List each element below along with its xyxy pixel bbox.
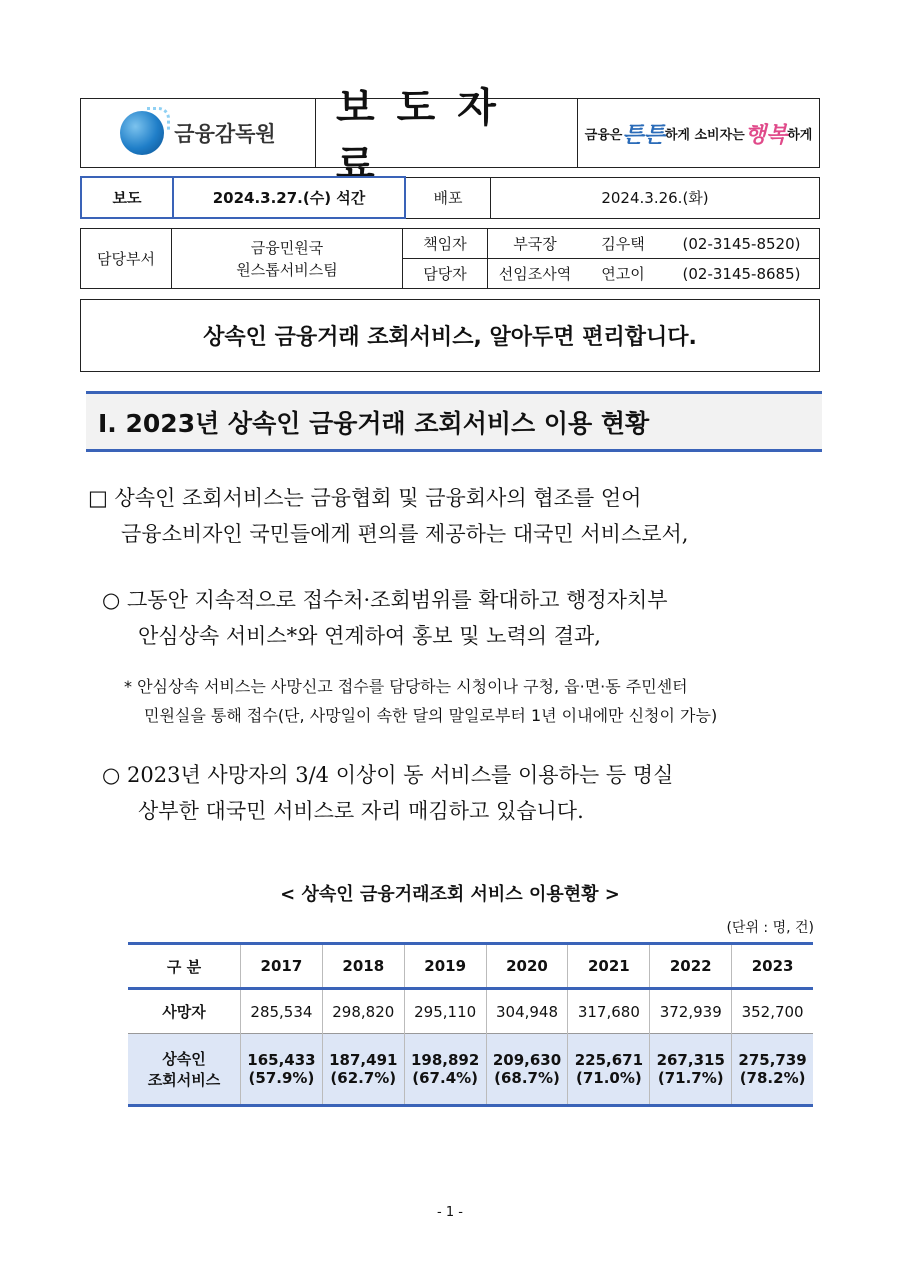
table-cell xyxy=(404,1034,486,1106)
row-label xyxy=(128,1034,241,1106)
slogan-part2: 하게 소비자는 xyxy=(664,127,745,143)
contact-name: 김우택 xyxy=(582,229,664,259)
table-cell xyxy=(241,1034,323,1106)
table-cell xyxy=(322,1034,404,1106)
header-label: 구 분 xyxy=(166,957,202,976)
table-cell: 298,820 xyxy=(322,989,404,1034)
dept-line2: 원스톱서비스팀 xyxy=(236,260,338,279)
count: 209,630 xyxy=(492,1051,562,1069)
table-cell: 295,110 xyxy=(404,989,486,1034)
count: 275,739 xyxy=(738,1051,807,1069)
count: 187,491 xyxy=(329,1051,398,1069)
dept-label: 담당부서 xyxy=(81,229,172,289)
table-row-inquiry-service xyxy=(128,1034,813,1106)
paragraph-2-line2: 안심상속 서비스*와 연계하여 홍보 및 노력의 결과, xyxy=(138,624,601,648)
slogan xyxy=(578,99,819,167)
logo-text: 금융감독원 xyxy=(174,122,276,146)
percent: (68.7%) xyxy=(494,1069,560,1087)
count: 267,315 xyxy=(656,1051,725,1069)
distribution-date: 2024.3.26.(화) xyxy=(491,177,820,218)
slogan-highlight2: 행복 xyxy=(744,121,788,148)
percent: (62.7%) xyxy=(330,1069,397,1087)
dept-line1: 금융민원국 xyxy=(250,238,324,257)
fss-logo xyxy=(81,99,316,167)
fss-emblem-icon xyxy=(120,111,164,155)
year-header: 2023 xyxy=(732,944,813,989)
contact-phone: (02-3145-8520) xyxy=(664,229,820,259)
usage-table xyxy=(128,942,813,1107)
table-cell xyxy=(568,1034,650,1106)
table-header-row xyxy=(128,944,813,989)
footnote-line1: * 안심상속 서비스는 사망신고 접수를 담당하는 시청이나 구청, 읍·면·동 주민센터 xyxy=(124,677,688,696)
contact-role: 책임자 xyxy=(403,229,488,259)
paragraph-1-line1: □ 상속인 조회서비스는 금융협회 및 금융회사의 협조를 얻어 xyxy=(88,486,642,510)
table-unit: (단위 : 명, 건) xyxy=(726,920,814,936)
table-caption: < 상속인 금융거래조회 서비스 이용현황 > xyxy=(280,884,620,905)
row-label-line2: 조회서비스 xyxy=(147,1071,221,1089)
table-cell xyxy=(650,1034,732,1106)
count: 225,671 xyxy=(574,1051,644,1069)
year-header: 2018 xyxy=(322,944,404,989)
table-cell: 304,948 xyxy=(486,989,568,1034)
table-cell: 317,680 xyxy=(568,989,650,1034)
row-label: 사망자 xyxy=(162,1003,206,1021)
percent: (71.7%) xyxy=(657,1069,724,1087)
year-header: 2021 xyxy=(568,944,650,989)
footnote-line2: 민원실을 통해 접수(단, 사망일이 속한 달의 말일로부터 1년 이내에만 신청이 가능) xyxy=(144,706,718,725)
year-header: 2020 xyxy=(486,944,568,989)
release-table xyxy=(80,176,820,219)
contact-role: 담당자 xyxy=(403,259,488,289)
count: 198,892 xyxy=(410,1051,480,1069)
section-title: Ⅰ. 2023년 상속인 금융거래 조회서비스 이용 현황 xyxy=(86,391,822,452)
distribution-label: 배포 xyxy=(405,177,491,218)
paragraph-2 xyxy=(102,582,822,654)
year-header: 2017 xyxy=(241,944,323,989)
percent: (67.4%) xyxy=(412,1069,479,1087)
year-header: 2019 xyxy=(404,944,486,989)
paragraph-3-line1: ○ 2023년 사망자의 3/4 이상이 동 서비스를 이용하는 등 명실 xyxy=(102,763,674,787)
contact-title: 부국장 xyxy=(488,229,583,259)
table-cell xyxy=(732,1034,813,1106)
paragraph-1 xyxy=(88,480,828,552)
slogan-part1: 금융은 xyxy=(584,127,623,143)
slogan-part3: 하게 xyxy=(787,127,813,143)
contact-table xyxy=(80,228,820,289)
table-cell: 285,534 xyxy=(241,989,323,1034)
dept-name xyxy=(172,229,403,289)
table-cell: 352,700 xyxy=(732,989,813,1034)
paragraph-3-line2: 상부한 대국민 서비스로 자리 매김하고 있습니다. xyxy=(138,799,584,823)
percent: (57.9%) xyxy=(248,1069,315,1087)
percent: (71.0%) xyxy=(575,1069,642,1087)
headline: 상속인 금융거래 조회서비스, 알아두면 편리합니다. xyxy=(80,299,820,372)
paragraph-2-line1: ○ 그동안 지속적으로 접수처·조회범위를 확대하고 행정자치부 xyxy=(102,588,668,612)
paragraph-1-line2: 금융소비자인 국민들에게 편의를 제공하는 대국민 서비스로서, xyxy=(121,522,689,546)
release-date: 2024.3.27.(수) 석간 xyxy=(173,177,405,218)
release-label: 보도 xyxy=(81,177,173,218)
contact-name: 연고이 xyxy=(582,259,664,289)
footnote xyxy=(124,672,820,730)
percent: (78.2%) xyxy=(739,1069,806,1087)
contact-title: 선임조사역 xyxy=(488,259,583,289)
table-row-deaths xyxy=(128,989,813,1034)
page-number: - 1 - xyxy=(437,1205,463,1220)
row-label-line1: 상속인 xyxy=(162,1050,206,1068)
year-header: 2022 xyxy=(650,944,732,989)
count: 165,433 xyxy=(247,1051,316,1069)
doc-title: 보도자료 xyxy=(316,99,578,167)
contact-phone: (02-3145-8685) xyxy=(664,259,820,289)
slogan-highlight1: 튼튼 xyxy=(622,121,665,148)
paragraph-3 xyxy=(102,757,822,829)
table-cell: 372,939 xyxy=(650,989,732,1034)
table-cell xyxy=(486,1034,568,1106)
press-header xyxy=(80,85,820,188)
